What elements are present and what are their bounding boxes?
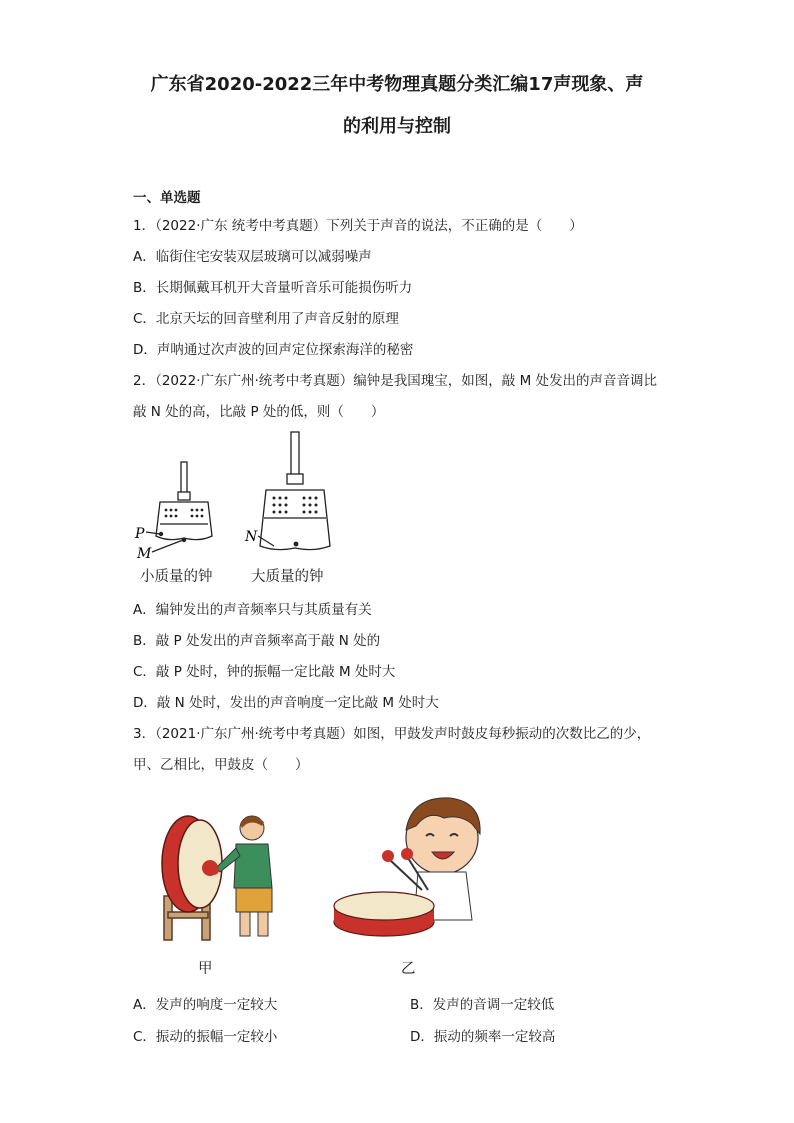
q3-stem-line-1: 3．（2021·广东广州·统考中考真题）如图，甲鼓发声时鼓皮每秒振动的次数比乙的少， bbox=[133, 726, 651, 742]
bells-figure bbox=[128, 428, 358, 563]
small-bell-illustration bbox=[146, 462, 212, 552]
q3-stem-line-2: 甲、乙相比，甲鼓皮（ ） bbox=[133, 757, 309, 773]
label-m: M bbox=[137, 546, 152, 562]
q2-option-c: C．敲 P 处时，钟的振幅一定比敲 M 处时大 bbox=[133, 664, 396, 680]
caption-drum-yi: 乙 bbox=[401, 961, 416, 977]
q1-option-a: A．临街住宅安装双层玻璃可以减弱噪声 bbox=[133, 249, 372, 265]
q2-option-b: B．敲 P 处发出的声音频率高于敲 N 处的 bbox=[133, 633, 381, 649]
q2-stem-line-1: 2．（2022·广东广州·统考中考真题）编钟是我国瑰宝，如图，敲 M 处发出的声音音调比 bbox=[133, 373, 658, 389]
q3-option-a: A．发声的响度一定较大 bbox=[133, 997, 278, 1013]
q1-option-d: D．声呐通过次声波的回声定位探索海洋的秘密 bbox=[133, 342, 414, 358]
q3-option-c: C．振动的振幅一定较小 bbox=[133, 1029, 278, 1045]
q2-option-a: A．编钟发出的声音频率只与其质量有关 bbox=[133, 602, 372, 618]
section-heading: 一、单选题 bbox=[133, 190, 201, 206]
caption-small-bell: 小质量的钟 bbox=[140, 569, 213, 585]
caption-large-bell: 大质量的钟 bbox=[251, 569, 324, 585]
caption-drum-jia: 甲 bbox=[198, 961, 213, 977]
q2-stem-line-2: 敲 N 处的高，比敲 P 处的低，则（ ） bbox=[133, 404, 385, 420]
large-bell-illustration bbox=[258, 432, 330, 550]
q3-option-d: D．振动的频率一定较高 bbox=[410, 1029, 556, 1045]
label-n: N bbox=[245, 529, 258, 545]
q1-option-b: B．长期佩戴耳机开大音量听音乐可能损伤听力 bbox=[133, 280, 413, 296]
drum-jia-illustration bbox=[150, 808, 290, 943]
q1-stem: 1．（2022·广东 统考中考真题）下列关于声音的说法，不正确的是（ ） bbox=[133, 218, 583, 234]
document-title-line-1: 广东省2020-2022三年中考物理真题分类汇编17声现象、声 bbox=[150, 74, 644, 95]
q1-option-c: C．北京天坛的回音壁利用了声音反射的原理 bbox=[133, 311, 399, 327]
drum-yi-illustration bbox=[332, 790, 502, 950]
document-title-line-2: 的利用与控制 bbox=[343, 116, 451, 137]
q3-option-b: B．发声的音调一定较低 bbox=[410, 997, 555, 1013]
q2-option-d: D．敲 N 处时，发出的声音响度一定比敲 M 处时大 bbox=[133, 695, 439, 711]
label-p: P bbox=[135, 526, 145, 542]
